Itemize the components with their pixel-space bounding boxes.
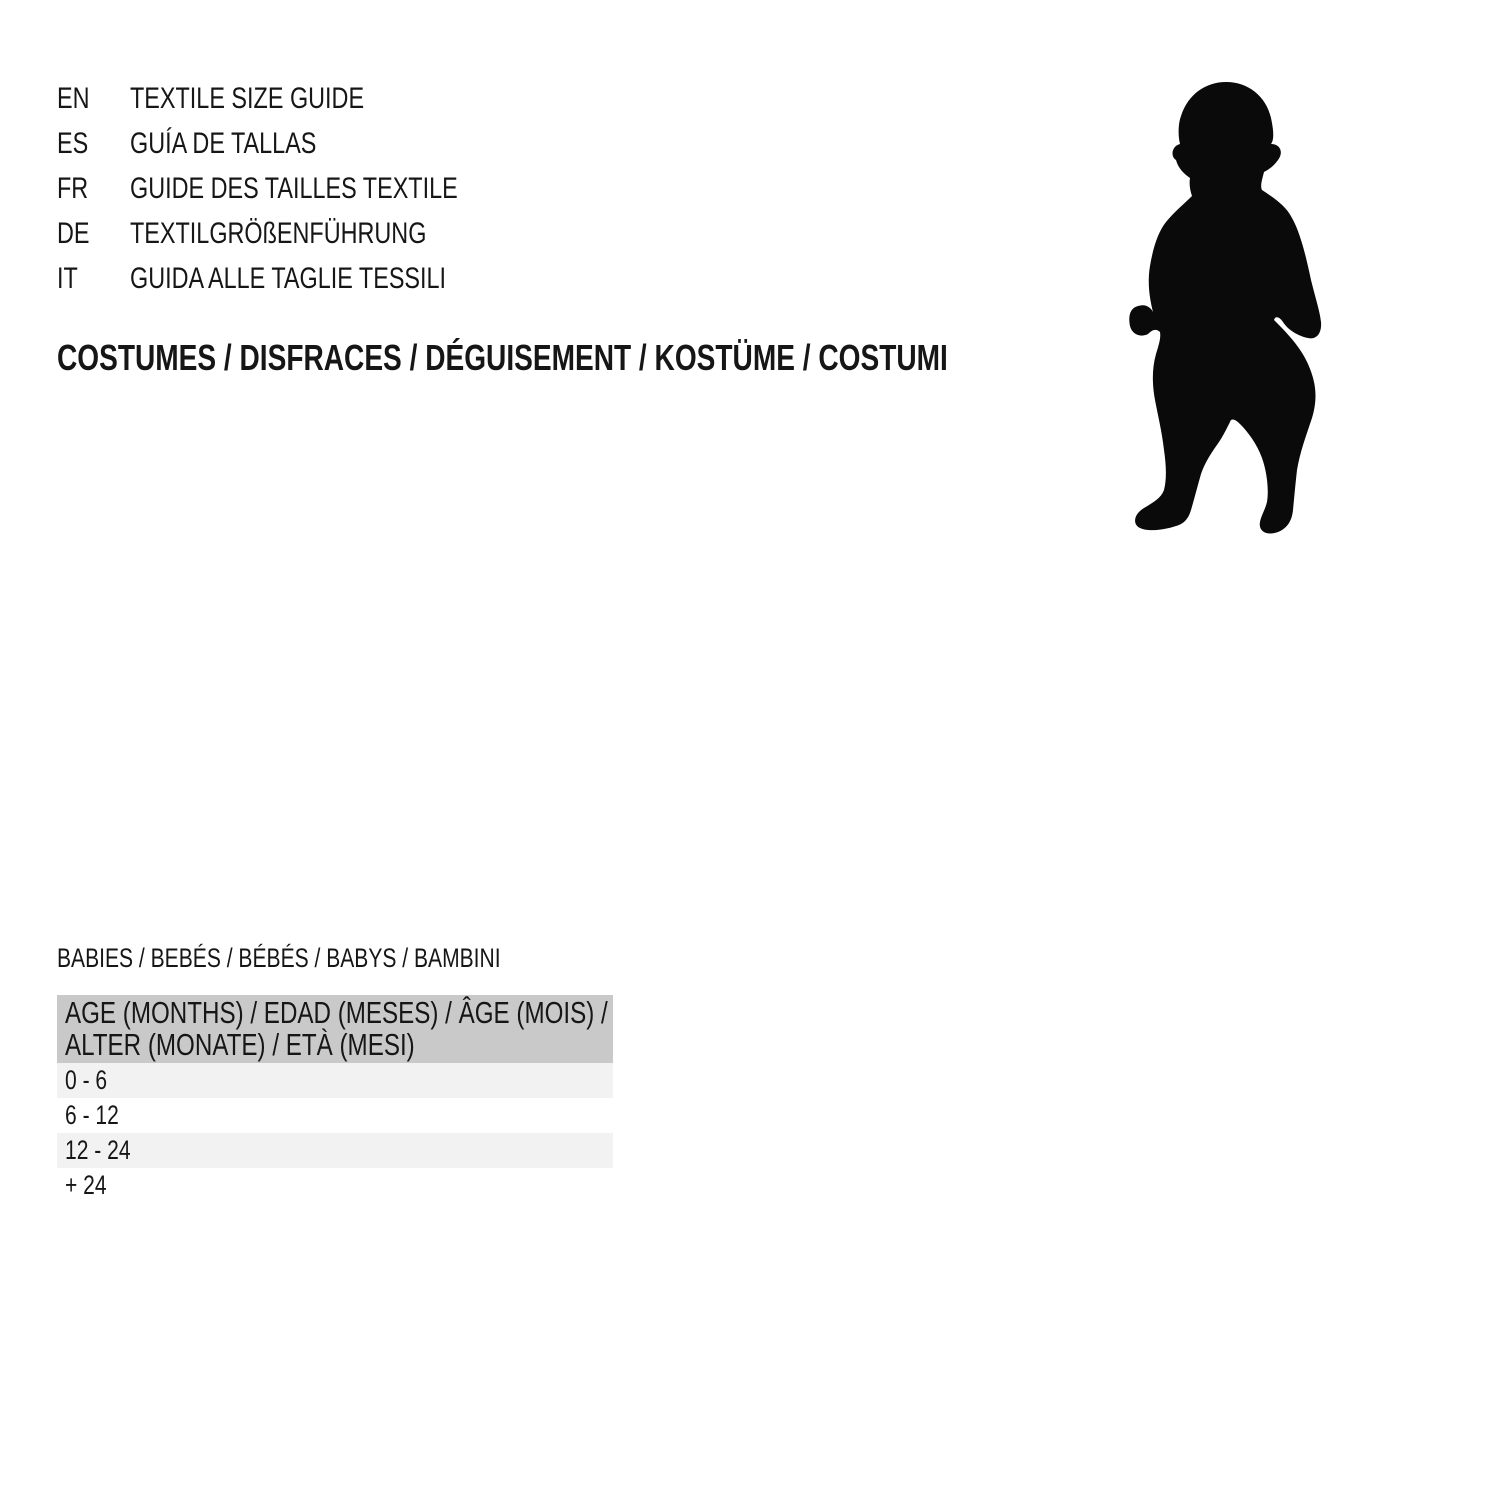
babies-size-table: [57, 995, 613, 1203]
language-row-es: [57, 121, 550, 166]
table-row: 0 - 6: [57, 1063, 613, 1098]
language-row-de: [57, 211, 550, 256]
table-row: + 24: [57, 1168, 613, 1203]
table-header-line1: AGE (MONTHS) / EDAD (MESES) / ÂGE (MOIS) /: [65, 995, 608, 1030]
language-label: GUIDA ALLE TAGLIE TESSILI: [130, 261, 447, 295]
table-row: 6 - 12: [57, 1098, 613, 1133]
language-code: ES: [57, 126, 89, 160]
language-row-fr: [57, 166, 550, 211]
language-code: DE: [57, 216, 90, 250]
language-code: EN: [57, 81, 90, 115]
language-label: GUÍA DE TALLAS: [130, 126, 317, 160]
language-label: TEXTILGRÖßENFÜHRUNG: [130, 216, 427, 250]
language-row-en: [57, 76, 550, 121]
language-label: TEXTILE SIZE GUIDE: [130, 81, 365, 115]
language-guide-list: [57, 76, 550, 301]
language-row-it: [57, 256, 550, 301]
language-label: GUIDE DES TAILLES TEXTILE: [130, 171, 458, 205]
language-code: IT: [57, 261, 78, 295]
baby-silhouette-icon: [1128, 80, 1322, 537]
section-title-babies: BABIES / BEBÉS / BÉBÉS / BABYS / BAMBINI: [57, 943, 501, 973]
table-header-age: [57, 995, 613, 1063]
category-title: COSTUMES / DISFRACES / DÉGUISEMENT / KOSTÜME / COSTUMI: [57, 337, 948, 378]
baby-silhouette-path: [1129, 82, 1321, 534]
table-row: 12 - 24: [57, 1133, 613, 1168]
table-header-line2: ALTER (MONATE) / ETÀ (MESI): [65, 1027, 415, 1062]
language-code: FR: [57, 171, 89, 205]
